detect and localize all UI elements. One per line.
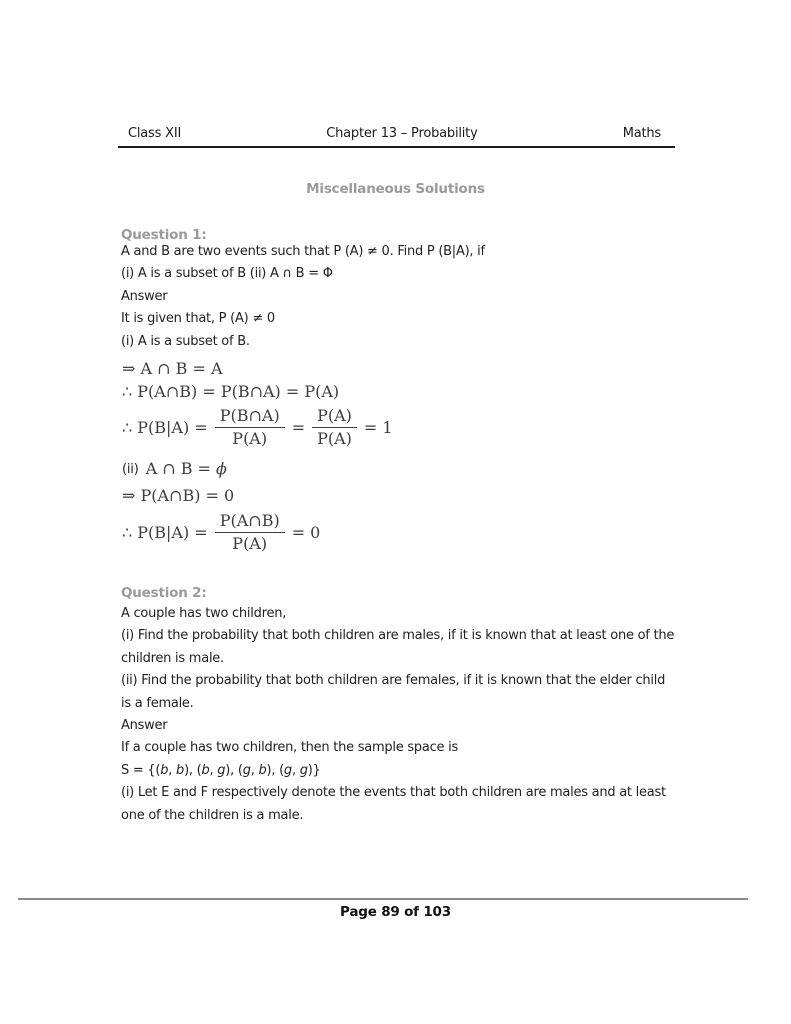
fraction-denominator: P(A) xyxy=(232,534,268,553)
fraction-numerator: P(A) xyxy=(312,406,357,428)
math-step-case-ii xyxy=(122,459,227,478)
math-result: = 0 xyxy=(291,523,321,542)
body-line: A couple has two children, xyxy=(121,606,287,621)
fraction-numerator: P(B∩A) xyxy=(215,406,285,428)
page-header xyxy=(118,126,675,148)
math-step-conditional-fraction-2 xyxy=(122,511,320,554)
math-equals: = xyxy=(291,418,306,437)
fraction xyxy=(215,406,285,449)
case-ii-label: (ii) xyxy=(122,462,139,477)
body-line: one of the children is a male. xyxy=(121,807,304,823)
body-line: (i) Let E and F respectively denote the events that both children are males and at least xyxy=(121,785,666,801)
body-line: (i) A is a subset of B. xyxy=(121,333,250,349)
body-line: Answer xyxy=(121,718,168,734)
body-line: It is given that, P (A) ≠ 0 xyxy=(121,311,275,327)
fraction xyxy=(312,406,357,449)
header-subject: Maths xyxy=(622,126,661,141)
fraction-numerator: P(A∩B) xyxy=(215,511,285,533)
body-line: (i) Find the probability that both children are males, if it is known that at least one of the xyxy=(121,628,675,644)
footer-divider xyxy=(18,898,748,900)
body-line: Answer xyxy=(121,288,168,304)
document-title: Miscellaneous Solutions xyxy=(306,181,485,197)
fraction xyxy=(215,511,285,554)
fraction-denominator: P(A) xyxy=(317,429,352,448)
body-line: A and B are two events such that P (A) ≠ 0. Find P (B|A), if xyxy=(121,244,485,259)
fraction-denominator: P(A) xyxy=(232,429,268,448)
header-class: Class XII xyxy=(128,126,182,141)
question-1-heading: Question 1: xyxy=(121,227,207,243)
math-step-conditional-fraction-1 xyxy=(122,406,393,449)
math-step-probability-equality: ∴ P(A∩B) = P(B∩A) = P(A) xyxy=(122,382,340,401)
math-lhs: ∴ P(B|A) = xyxy=(122,418,208,437)
math-result: = 1 xyxy=(363,418,393,437)
sample-space-line: S = {(b, b), (b, g), (g, b), (g, g)} xyxy=(121,762,321,778)
body-line: (ii) Find the probability that both children are females, if it is known that the elder child xyxy=(121,673,666,689)
math-empty-intersection: A ∩ B = ϕ xyxy=(145,459,227,478)
header-chapter: Chapter 13 – Probability xyxy=(326,126,478,141)
body-line: If a couple has two children, then the sample space is xyxy=(121,740,459,756)
math-step-probability-zero: ⇒ P(A∩B) = 0 xyxy=(122,486,235,505)
question-2-text xyxy=(121,603,674,827)
body-line: is a female. xyxy=(121,695,194,711)
question-2-heading: Question 2: xyxy=(121,585,207,601)
math-step-implies-intersection: ⇒ A ∩ B = A xyxy=(122,359,223,378)
body-line: children is male. xyxy=(121,650,224,666)
body-line: (i) A is a subset of B (ii) A ∩ B = Φ xyxy=(121,266,333,282)
question-1-text xyxy=(121,241,485,353)
math-lhs: ∴ P(B|A) = xyxy=(122,523,208,542)
page-number: Page 89 of 103 xyxy=(340,904,451,920)
